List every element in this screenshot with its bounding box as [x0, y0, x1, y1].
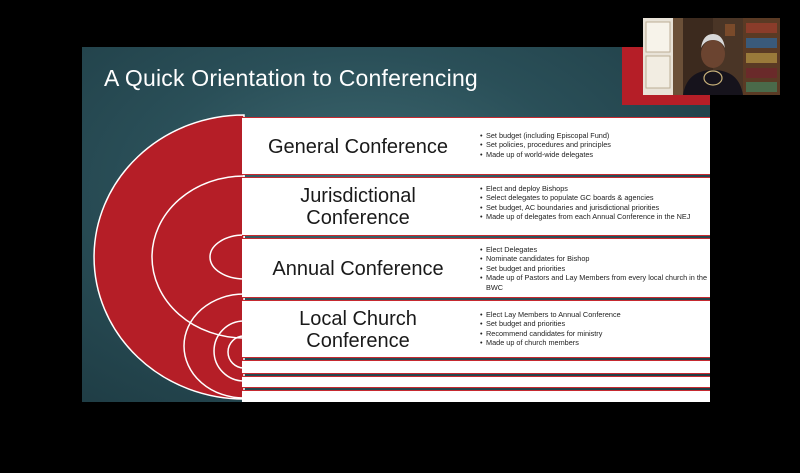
row-annual-conference	[242, 238, 710, 298]
row-title-line: Local Church	[299, 308, 417, 330]
bullet-item: • Made up of world-wide delegates	[480, 150, 708, 159]
row-title: General Conference	[267, 136, 449, 158]
participant-video-thumbnail[interactable]	[643, 18, 780, 95]
row-title-line: Conference	[306, 207, 410, 229]
row-bullets	[480, 131, 708, 159]
bullet-item: • Elect and deploy Bishops	[480, 184, 708, 193]
row-bullets	[480, 184, 708, 222]
row-empty	[242, 376, 710, 388]
bullet-item: • Recommend candidates for ministry	[480, 329, 708, 338]
row-bullets	[480, 310, 708, 348]
bullet-item: • Set policies, procedures and principles	[480, 140, 708, 149]
row-empty	[242, 360, 710, 374]
nested-arcs-diagram	[82, 111, 246, 402]
bullet-item: • Elect Lay Members to Annual Conference	[480, 310, 708, 319]
row-general-conference	[242, 117, 710, 175]
bullet-item: • Set budget (including Episcopal Fund)	[480, 131, 708, 140]
row-local-church-conference	[242, 300, 710, 358]
row-jurisdictional-conference	[242, 177, 710, 236]
video-feed-image	[643, 18, 780, 95]
row-empty	[242, 390, 710, 402]
presentation-slide	[82, 47, 710, 402]
row-title	[242, 308, 474, 352]
row-title	[242, 185, 474, 229]
bullet-item: • Made up of Pastors and Lay Members from every local church in the BWC	[480, 273, 708, 292]
bullet-item: • Set budget, AC boundaries and jurisdictional priorities	[480, 203, 708, 212]
row-title: Annual Conference	[272, 258, 444, 280]
row-title-line: Conference	[306, 330, 410, 352]
row-title-line: Jurisdictional	[300, 185, 416, 207]
bullet-item: • Elect Delegates	[480, 245, 708, 254]
bullet-item: • Set budget and priorities	[480, 319, 708, 328]
bullet-item: • Made up of delegates from each Annual Conference in the NEJ	[480, 212, 708, 221]
bullet-item: • Set budget and priorities	[480, 264, 708, 273]
bullet-item: • Nominate candidates for Bishop	[480, 254, 708, 263]
row-bullets	[480, 245, 708, 292]
bullet-item: • Select delegates to populate GC boards & agencies	[480, 193, 708, 202]
bullet-item: • Made up of church members	[480, 338, 708, 347]
slide-title: A Quick Orientation to Conferencing	[104, 65, 478, 91]
